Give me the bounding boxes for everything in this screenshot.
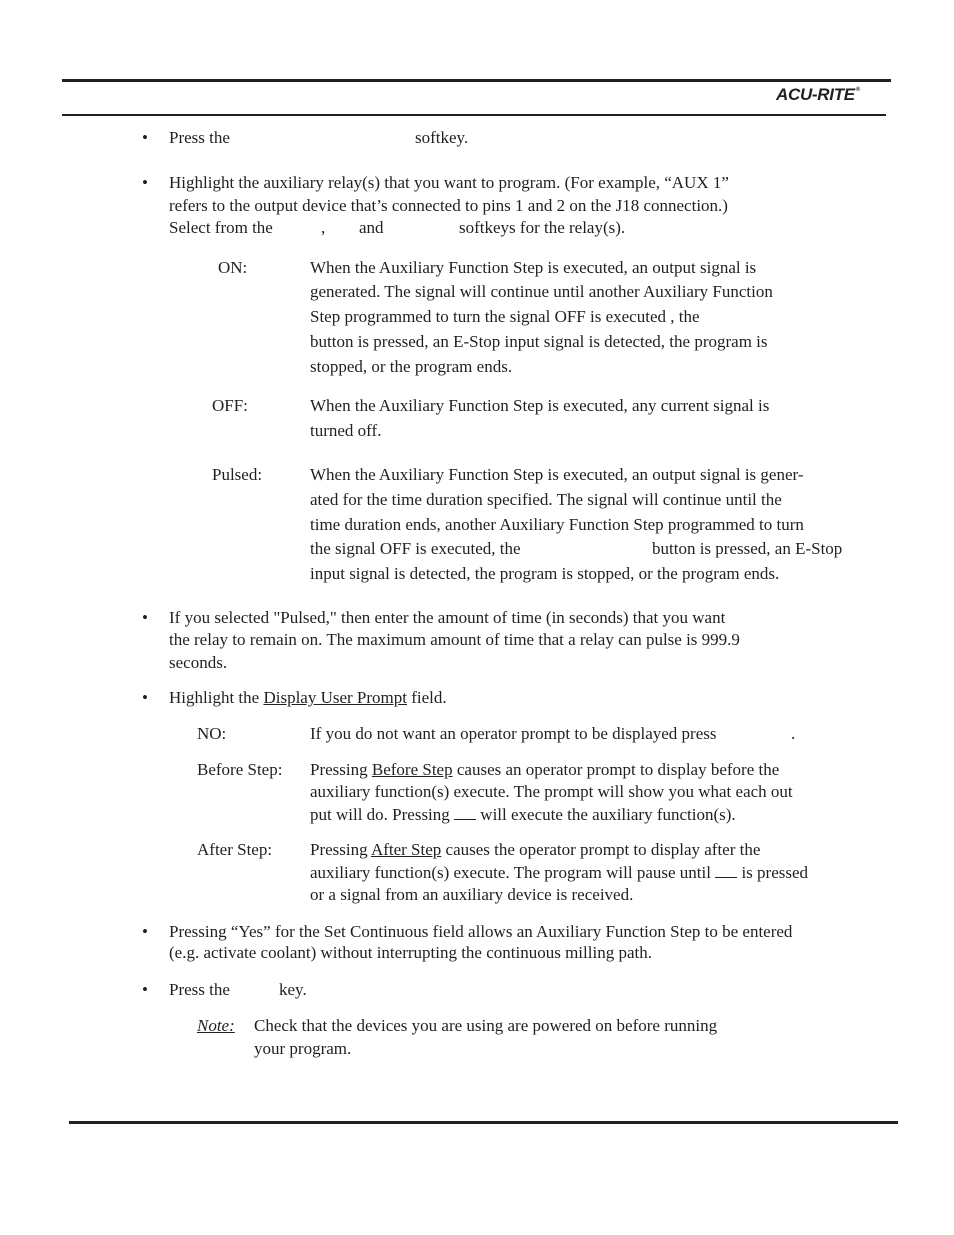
after-line3: or a signal from an auxiliary device is received. (310, 885, 634, 904)
bullet: • (142, 608, 148, 627)
on-term: ON: (218, 258, 248, 277)
after-l2b: is pressed (741, 863, 809, 882)
b4-post: field. (411, 688, 447, 707)
on-line3: Step programmed to turn the signal OFF is executed , the (310, 307, 700, 326)
header-bottom-rule (62, 114, 886, 116)
b6-pre: Press the (169, 980, 230, 999)
display-user-prompt-field-name: Display User Prompt (263, 688, 407, 707)
after-line1 (310, 840, 760, 860)
on-line2: generated. The signal will continue until another Auxiliary Function (310, 282, 773, 301)
bullet: • (142, 688, 148, 707)
bullet: • (142, 173, 148, 192)
b3-line2: the relay to remain on. The maximum amount of time that a relay can pulse is 999.9 (169, 630, 740, 649)
pulsed-line3: time duration ends, another Auxiliary Function Step programmed to turn (310, 515, 804, 534)
b2-line1: Highlight the auxiliary relay(s) that you want to program. (For example, “AUX 1” (169, 173, 729, 192)
registered-mark: ® (855, 87, 860, 93)
on-line5: stopped, or the program ends. (310, 357, 513, 376)
before-term: Before Step: (197, 760, 283, 779)
no-line1-end: . (791, 724, 796, 743)
b1-post: softkey. (415, 128, 469, 147)
no-line1: If you do not want an operator prompt to be displayed press (310, 724, 717, 743)
key-placeholder-blank (454, 805, 476, 820)
after-l1a: Pressing (310, 840, 368, 859)
b3-line1: If you selected "Pulsed," then enter the amount of time (in seconds) that you want (169, 608, 726, 627)
before-l3b: will execute the auxiliary function(s). (480, 805, 736, 824)
b6-post: key. (279, 980, 307, 999)
bullet: • (142, 980, 148, 999)
key-placeholder-blank (715, 863, 737, 878)
pulsed-line5: input signal is detected, the program is stopped, or the program ends. (310, 564, 780, 583)
b5-line1: Pressing “Yes” for the Set Continuous field allows an Auxiliary Function Step to be entered (169, 922, 793, 941)
pulsed-term: Pulsed: (212, 465, 263, 484)
note-label: Note: (197, 1016, 235, 1035)
bullet: • (142, 128, 148, 147)
off-term: OFF: (212, 396, 248, 415)
after-step-link: After Step (370, 840, 442, 859)
pulsed-line4a: the signal OFF is executed, the (310, 539, 521, 558)
b5-line2: (e.g. activate coolant) without interrupting the continuous milling path. (169, 943, 652, 962)
note-line1: Check that the devices you are using are powered on before running (254, 1016, 718, 1035)
b2-line3c: and (359, 218, 384, 237)
b1-pre: Press the (169, 128, 230, 147)
before-line1 (310, 760, 779, 780)
note-line2: your program. (254, 1039, 352, 1058)
logo-text: ACU-RITE (776, 85, 855, 104)
footer-rule (69, 1121, 898, 1124)
header-top-rule (62, 79, 891, 82)
acu-rite-logo (776, 85, 860, 105)
before-line2: auxiliary function(s) execute. The prompt will show you what each out (310, 782, 793, 801)
off-line1: When the Auxiliary Function Step is executed, any current signal is (310, 396, 770, 415)
before-l1b: causes an operator prompt to display before the (456, 760, 780, 779)
after-line2 (310, 863, 808, 883)
b3-line3: seconds. (169, 653, 228, 672)
bullet: • (142, 922, 148, 941)
pulsed-line4b: button is pressed, an E-Stop (652, 539, 843, 558)
before-line3 (310, 805, 736, 825)
after-term: After Step: (197, 840, 273, 859)
off-line2: turned off. (310, 421, 382, 440)
no-term: NO: (197, 724, 227, 743)
b2-line3d: softkeys for the relay(s). (459, 218, 626, 237)
before-step-link: Before Step (371, 760, 453, 779)
b2-line3b: , (321, 218, 326, 237)
b2-line3a: Select from the (169, 218, 273, 237)
pulsed-line2: ated for the time duration specified. The signal will continue until the (310, 490, 782, 509)
on-line1: When the Auxiliary Function Step is executed, an output signal is (310, 258, 757, 277)
pulsed-line1: When the Auxiliary Function Step is executed, an output signal is gener- (310, 465, 804, 484)
b4-pre: Highlight the (169, 688, 260, 707)
before-l1a: Pressing (310, 760, 368, 779)
before-l3a: put will do. Pressing (310, 805, 450, 824)
after-l1b: causes the operator prompt to display after the (445, 840, 761, 859)
b2-line2: refers to the output device that’s connected to pins 1 and 2 on the J18 connection.) (169, 196, 728, 215)
after-l2a: auxiliary function(s) execute. The program will pause until (310, 863, 711, 882)
on-line4: button is pressed, an E-Stop input signal is detected, the program is (310, 332, 768, 351)
b4-line (169, 688, 447, 708)
